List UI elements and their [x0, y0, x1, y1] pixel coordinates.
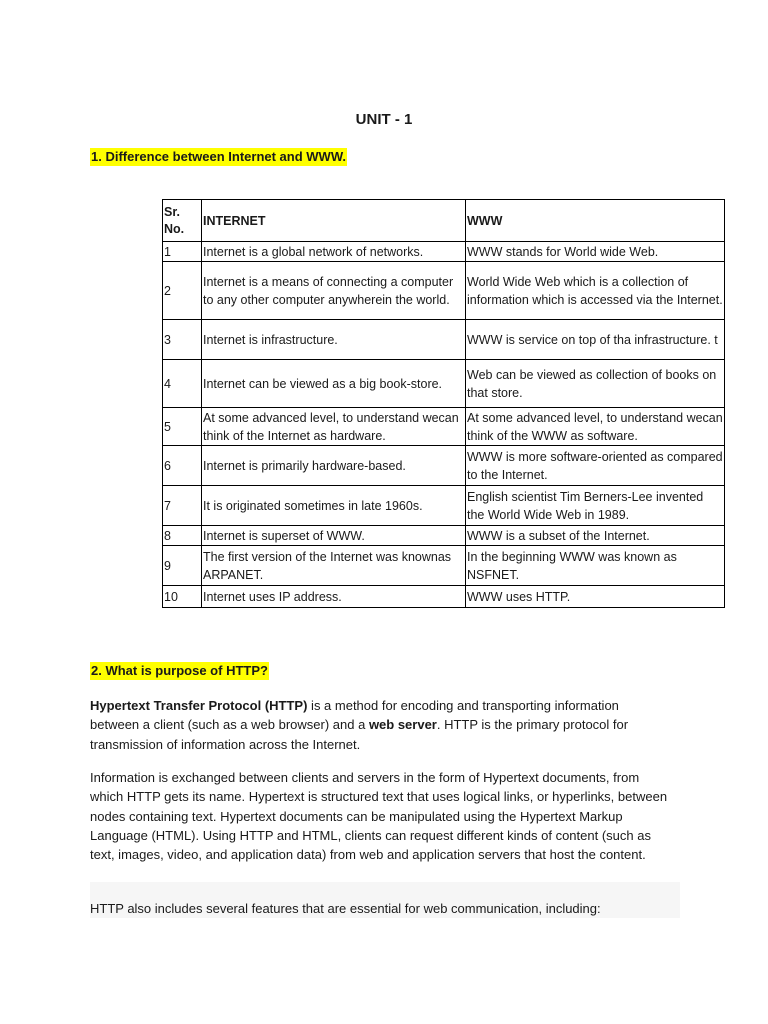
table-row	[163, 262, 725, 320]
header-internet: INTERNET	[202, 200, 466, 242]
term-web-server: web server	[368, 717, 437, 733]
section-heading-http-purpose: 2. What is purpose of HTTP?	[91, 663, 268, 678]
table-body	[163, 242, 725, 608]
table-row	[163, 360, 725, 408]
cell-sr-no: 4	[163, 360, 202, 408]
cell-www: WWW is a subset of the Internet.	[466, 526, 725, 546]
table-row	[163, 526, 725, 546]
cell-internet: Internet is primarily hardware-based.	[202, 446, 466, 486]
cell-sr-no: 9	[163, 546, 202, 586]
cell-www: World Wide Web which is a collection of information which is accessed via the Internet.	[466, 262, 725, 320]
cell-internet: It is originated sometimes in late 1960s.	[202, 486, 466, 526]
paragraph-hypertext: Information is exchanged between clients and servers in the form of Hypertext documents, from which HTTP gets its name. Hypertext is structured text that uses logical links, or hyperlinks, between nodes containing text. Hypertext documents can be manipulated using the Hypertext Markup Language (HTML). Using HTTP and HTML, clients can request different kinds of content (such as text, images, video, and application data) from web and application servers that host the content.	[90, 770, 668, 863]
table-row	[163, 586, 725, 608]
cell-internet: At some advanced level, to understand wecan think of the Internet as hardware.	[202, 408, 466, 446]
cell-internet: Internet is a global network of networks.	[202, 242, 466, 262]
table-row	[163, 486, 725, 526]
comparison-table	[162, 199, 725, 608]
cell-sr-no: 7	[163, 486, 202, 526]
table-row	[163, 446, 725, 486]
cell-sr-no: 2	[163, 262, 202, 320]
cell-www: In the beginning WWW was known as NSFNET.	[466, 546, 725, 586]
table-row	[163, 408, 725, 446]
cell-www: WWW uses HTTP.	[466, 586, 725, 608]
cell-sr-no: 5	[163, 408, 202, 446]
unit-title: UNIT - 1	[355, 111, 413, 128]
header-www: WWW	[466, 200, 725, 242]
cell-internet: Internet uses IP address.	[202, 586, 466, 608]
cell-www: Web can be viewed as collection of books on that store.	[466, 360, 725, 408]
para1-text2: . HTTP is the primary protocol for transmission of information across the Internet.	[90, 717, 629, 752]
paragraph-http-features: HTTP also includes several features that are essential for web communication, including:	[90, 901, 601, 916]
table-row	[163, 320, 725, 360]
table-row	[163, 242, 725, 262]
para1-text1: is a method for encoding and transporting information between a client (such as a web browser) and a	[90, 698, 619, 733]
cell-www: English scientist Tim Berners-Lee invented the World Wide Web in 1989.	[466, 486, 725, 526]
cell-www: WWW stands for World wide Web.	[466, 242, 725, 262]
cell-internet: Internet can be viewed as a big book-store.	[202, 360, 466, 408]
cell-sr-no: 8	[163, 526, 202, 546]
cell-www: At some advanced level, to understand wecan think of the WWW as software.	[466, 408, 725, 446]
term-http: Hypertext Transfer Protocol (HTTP)	[90, 698, 308, 713]
cell-sr-no: 1	[163, 242, 202, 262]
cell-www: WWW is service on top of tha infrastructure. t	[466, 320, 725, 360]
section-heading-internet-vs-www: 1. Difference between Internet and WWW.	[91, 149, 346, 164]
header-sr-no: Sr. No.	[163, 200, 202, 242]
cell-sr-no: 10	[163, 586, 202, 608]
cell-www: WWW is more software-oriented as compared to the Internet.	[466, 446, 725, 486]
cell-sr-no: 3	[163, 320, 202, 360]
cell-internet: Internet is superset of WWW.	[202, 526, 466, 546]
paragraph-http-definition	[90, 696, 670, 754]
cell-internet: Internet is a means of connecting a computer to any other computer anywherein the world.	[202, 262, 466, 320]
cell-sr-no: 6	[163, 446, 202, 486]
table-row	[163, 546, 725, 586]
table-header-row	[163, 200, 725, 242]
cell-internet: The first version of the Internet was knownas ARPANET.	[202, 546, 466, 586]
cell-internet: Internet is infrastructure.	[202, 320, 466, 360]
